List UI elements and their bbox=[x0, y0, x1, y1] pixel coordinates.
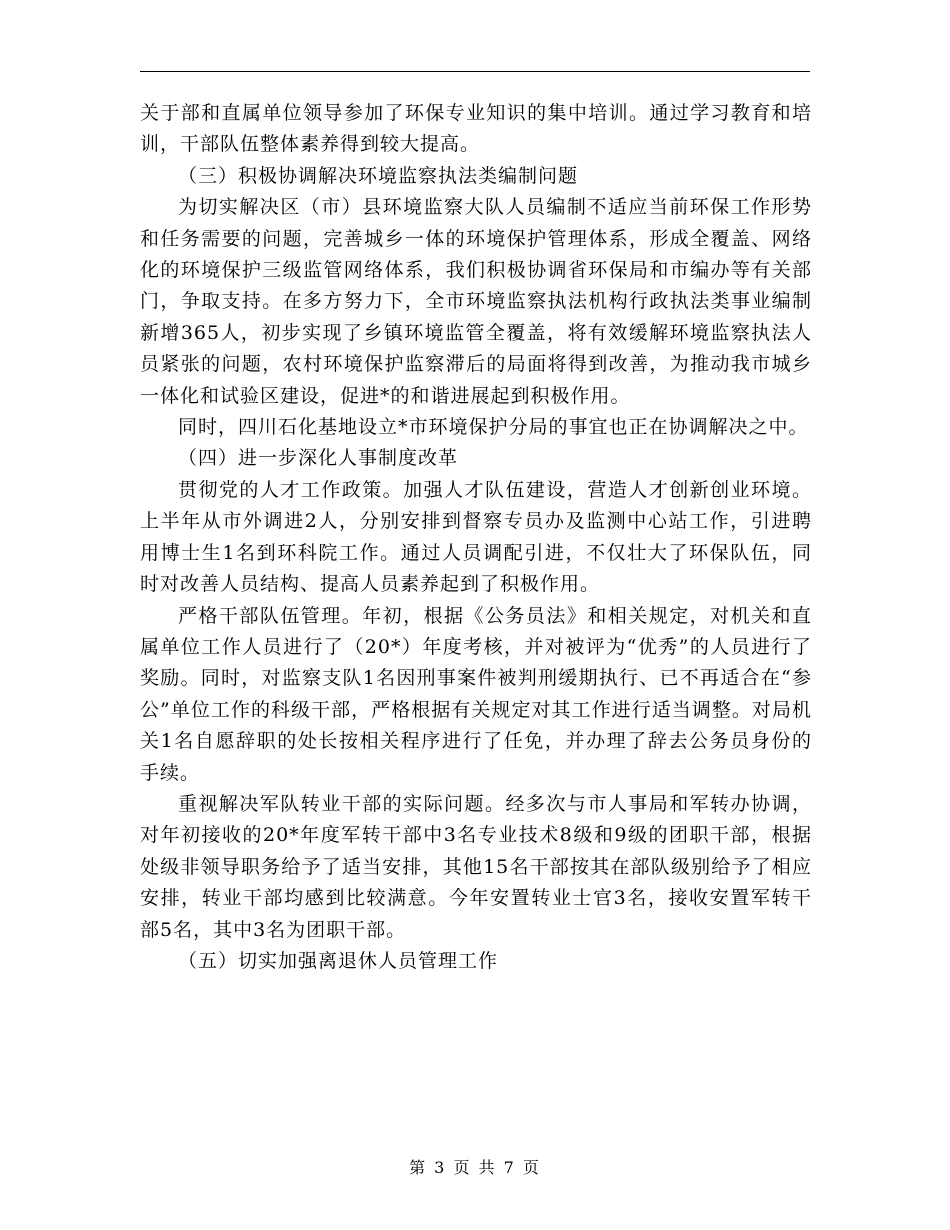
paragraph-continuation: 关于部和直属单位领导参加了环保专业知识的集中培训。通过学习教育和培训，干部队伍整体素养得到较大提高。 bbox=[140, 102, 812, 156]
paragraph: 贯彻党的人才工作政策。加强人才队伍建设，营造人才创新创业环境。上半年从市外调进2人，分别安排到督察专员办及监测中心站工作，引进聘用博士生1名到环科院工作。通过人员调配引进，不仅壮大了环保队伍，同时对改善人员结构、提高人员素养起到了积极作用。 bbox=[140, 478, 812, 596]
paragraph: 同时，四川石化基地设立*市环境保护分局的事宜也正在协调解决之中。 bbox=[178, 416, 809, 439]
paragraph: 严格干部队伍管理。年初，根据《公务员法》和相关规定，对机关和直属单位工作人员进行了（20*）年度考核，并对被评为“优秀”的人员进行了奖励。同时，对监察支队1名因刑事案件被判刑缓期执行、已不再适合在“参公”单位工作的科级干部，严格根据有关规定对其工作进行适当调整。对局机关1名自愿辞职的处长按相关程序进行了任免，并办理了辞去公务员身份的手续。 bbox=[140, 604, 812, 784]
paragraph: 重视解决军队转业干部的实际问题。经多次与市人事局和军转办协调，对年初接收的20*年度军转干部中3名专业技术8级和9级的团职干部，根据处级非领导职务给予了适当安排，其他15名干部按其在部队级别给予了相应安排，转业干部均感到比较满意。今年安置转业士官3名，接收安置军转干部5名，其中3名为团职干部。 bbox=[140, 792, 812, 941]
footer-page-number: 3 bbox=[434, 1158, 447, 1177]
footer-prefix: 第 bbox=[409, 1158, 428, 1177]
footer-middle: 页 共 bbox=[453, 1158, 497, 1177]
section-heading-4: （四）进一步深化人事制度改革 bbox=[178, 447, 459, 470]
page-footer bbox=[0, 1155, 950, 1178]
header-rule bbox=[140, 71, 810, 72]
paragraph: 为切实解决区（市）县环境监察大队人员编制不适应当前环保工作形势和任务需要的问题，完善城乡一体的环境保护管理体系，形成全覆盖、网络化的环境保护三级监管网络体系，我们积极协调省环保局和市编办等有关部门，争取支持。在多方努力下，全市环境监察执法机构行政执法类事业编制新增365人，初步实现了乡镇环境监管全覆盖，将有效缓解环境监察执法人员紧张的问题，农村环境保护监察滞后的局面将得到改善，为推动我市城乡一体化和试验区建设，促进*的和谐进展起到积极作用。 bbox=[140, 196, 812, 407]
document-body bbox=[140, 98, 812, 977]
footer-total-pages: 7 bbox=[503, 1158, 516, 1177]
footer-suffix: 页 bbox=[522, 1158, 541, 1177]
section-heading-5: （五）切实加强离退休人员管理工作 bbox=[178, 949, 499, 972]
section-heading-3: （三）积极协调解决环境监察执法类编制问题 bbox=[178, 164, 579, 187]
